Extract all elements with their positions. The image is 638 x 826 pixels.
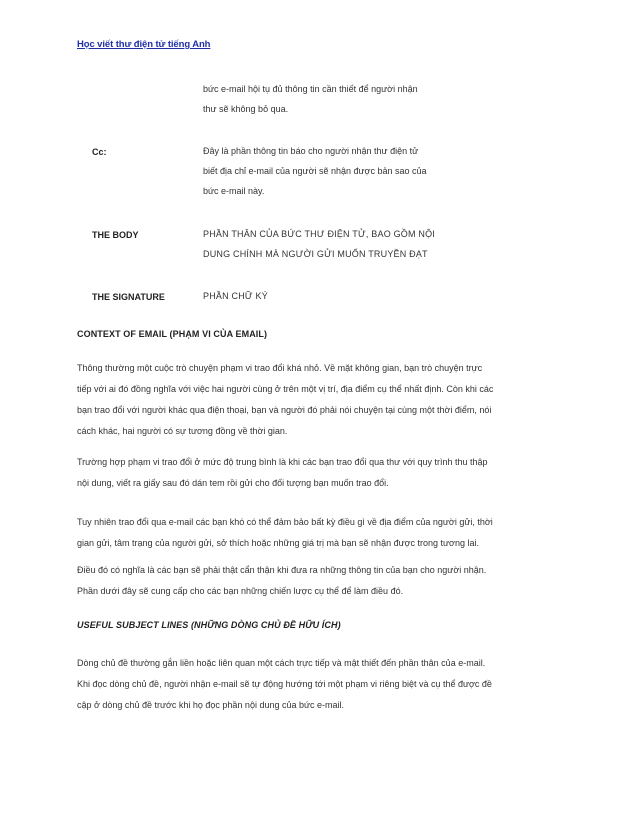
definition-line: DUNG CHÍNH MÀ NGƯỜI GỬI MUỐN TRUYỀN ĐẠT (203, 249, 428, 259)
paragraph-line: cách khác, hai người có sự tương đồng về thời gian. (77, 426, 288, 436)
paragraph-line: Thông thường một cuộc trò chuyện phạm vi trao đổi khá nhỏ. Về mặt không gian, bạn trò chuyện trực (77, 363, 483, 373)
paragraph-line: Tuy nhiên trao đổi qua e-mail các bạn khó có thể đảm bảo bất kỳ điều gì về địa điểm của người gửi, thời (77, 517, 493, 527)
paragraph-line: Trường hợp phạm vi trao đổi ở mức độ trung bình là khi các bạn trao đổi qua thư với quy trình thu thập (77, 457, 488, 467)
paragraph-line: Khi đọc dòng chủ đề, người nhận e-mail sẽ tự động hướng tới một phạm vi riêng biệt và cụ thể được đề (77, 679, 492, 689)
section-heading: USEFUL SUBJECT LINES (NHỮNG DÒNG CHỦ ĐỀ HỮU ÍCH) (77, 620, 341, 630)
definition-term: THE BODY (92, 230, 139, 240)
definition-line: PHẦN THÂN CỦA BỨC THƯ ĐIỆN TỬ, BAO GỒM NỘI (203, 229, 435, 239)
paragraph (77, 358, 565, 442)
section-heading: CONTEXT OF EMAIL (PHẠM VI CỦA EMAIL) (77, 329, 268, 339)
definition-text (203, 141, 473, 201)
paragraph-line: gian gửi, tâm trạng của người gửi, sở thích hoặc những giá trị mà bạn sẽ nhận được trong tương lai. (77, 538, 479, 548)
paragraph (77, 560, 565, 602)
header-link[interactable]: Học viết thư điện tử tiếng Anh (77, 39, 211, 50)
definition-line: Đây là phần thông tin báo cho người nhận thư điện tử (203, 146, 419, 156)
paragraph-line: bạn trao đổi với người khác qua điện thoại, bạn và người đó phải nói chuyện tại cùng một thời điểm, nói (77, 405, 492, 415)
paragraph-line: nội dung, viết ra giấy sau đó dán tem rồi gửi cho đối tượng bạn muốn trao đổi. (77, 478, 389, 488)
paragraph (77, 452, 565, 494)
definition-text (203, 79, 473, 119)
definition-term: THE SIGNATURE (92, 292, 165, 302)
paragraph-line: Điều đó có nghĩa là các bạn sẽ phải thật cẩn thận khi đưa ra những thông tin của bạn cho người nhận. (77, 565, 487, 575)
definition-line: PHẦN CHỮ KÝ (203, 291, 268, 301)
paragraph-line: Phần dưới đây sẽ cung cấp cho các bạn những chiến lược cụ thể để làm điều đó. (77, 586, 404, 596)
paragraph (77, 653, 565, 716)
definition-term: Cc: (92, 147, 107, 157)
definition-text (203, 224, 473, 264)
definition-line: bức e-mail hội tụ đủ thông tin cần thiết để người nhận (203, 84, 418, 94)
paragraph-line: tiếp với ai đó đồng nghĩa với việc hai người cùng ở trên một vị trí, địa điểm cụ thể nhất định. Còn khi các (77, 384, 494, 394)
paragraph (77, 512, 565, 554)
definition-line: biết địa chỉ e-mail của người sẽ nhận được bản sao của (203, 166, 427, 176)
definition-line: bức e-mail này. (203, 186, 265, 196)
definition-line: thư sẽ không bỏ qua. (203, 104, 289, 114)
paragraph-line: Dòng chủ đề thường gắn liền hoặc liên quan một cách trực tiếp và mật thiết đến phần thân của e-mail. (77, 658, 486, 668)
definition-text (203, 286, 473, 306)
paragraph-line: cập ở dòng chủ đề trước khi họ đọc phần nội dung của bức e-mail. (77, 700, 345, 710)
